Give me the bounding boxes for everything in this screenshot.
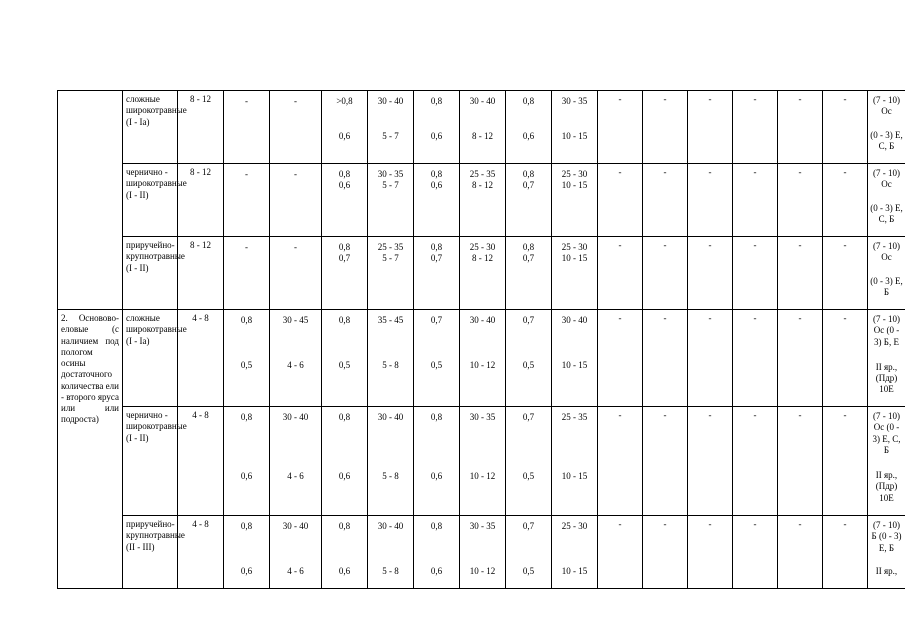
value-cell: 30 - 40 5 - 8 bbox=[368, 516, 414, 589]
forest-type-cell: приручейно-крупнотравные (I - II) bbox=[123, 237, 178, 310]
dash-cell: - bbox=[598, 237, 643, 310]
value-cell: 25 - 30 10 - 15 bbox=[552, 164, 598, 237]
dash-cell: - bbox=[823, 310, 868, 407]
dash-cell: - bbox=[733, 164, 778, 237]
value-cell: - bbox=[224, 164, 270, 237]
value-cell: 25 - 30 8 - 12 bbox=[460, 237, 506, 310]
table-row bbox=[58, 164, 905, 237]
value-cell: 0,7 0,5 bbox=[506, 516, 552, 589]
value-cell: 30 - 40 4 - 6 bbox=[270, 407, 322, 516]
composition-cell: (7 - 10) Ос (0 - 3) Е, С, Б bbox=[868, 91, 905, 164]
value-cell: 0,8 0,6 bbox=[414, 164, 460, 237]
dash-cell: - bbox=[643, 407, 688, 516]
table-row bbox=[58, 516, 905, 589]
value-cell: 0,7 0,5 bbox=[414, 310, 460, 407]
value-cell: 25 - 35 8 - 12 bbox=[460, 164, 506, 237]
value-cell: 0,8 0,6 bbox=[414, 91, 460, 164]
group-label-cell: 2. Основово-еловые (с наличием под пологом осины достаточного количества ели - второго яруса или или подроста) bbox=[58, 310, 123, 589]
value-cell: - bbox=[224, 91, 270, 164]
value-cell: 0,8 0,7 bbox=[506, 164, 552, 237]
value-cell: 0,8 0,6 bbox=[506, 91, 552, 164]
dash-cell: - bbox=[733, 407, 778, 516]
composition-cell: (7 - 10) Ос (0 - 3) Е, С, Б bbox=[868, 164, 905, 237]
table-row bbox=[58, 407, 905, 516]
value-cell: 0,8 0,6 bbox=[414, 407, 460, 516]
dash-cell: - bbox=[733, 310, 778, 407]
value-cell: 0,8 0,7 bbox=[506, 237, 552, 310]
dash-cell: - bbox=[688, 164, 733, 237]
value-cell: 25 - 35 10 - 15 bbox=[552, 407, 598, 516]
composition-cell: (7 - 10) Ос (0 - 3) Е, С, Б II яр., (Пдр) 10Е bbox=[868, 407, 905, 516]
dash-cell: - bbox=[733, 91, 778, 164]
table-row bbox=[58, 91, 905, 164]
value-cell: 25 - 30 10 - 15 bbox=[552, 237, 598, 310]
value-cell: 25 - 35 5 - 7 bbox=[368, 237, 414, 310]
dash-cell: - bbox=[823, 164, 868, 237]
table-body bbox=[58, 91, 905, 589]
value-cell: 0,8 0,5 bbox=[224, 310, 270, 407]
value-cell: 30 - 35 5 - 7 bbox=[368, 164, 414, 237]
value-cell: - bbox=[270, 91, 322, 164]
dash-cell: - bbox=[733, 516, 778, 589]
dash-cell: - bbox=[598, 91, 643, 164]
age-cell: 4 - 8 bbox=[178, 407, 224, 516]
value-cell: 30 - 40 8 - 12 bbox=[460, 91, 506, 164]
dash-cell: - bbox=[598, 516, 643, 589]
dash-cell: - bbox=[823, 237, 868, 310]
dash-cell: - bbox=[598, 407, 643, 516]
table-row bbox=[58, 237, 905, 310]
value-cell: 30 - 35 10 - 12 bbox=[460, 516, 506, 589]
value-cell: 0,8 0,6 bbox=[224, 407, 270, 516]
value-cell: 30 - 40 5 - 8 bbox=[368, 407, 414, 516]
value-cell: 0,7 0,5 bbox=[506, 407, 552, 516]
value-cell: - bbox=[270, 237, 322, 310]
dash-cell: - bbox=[688, 516, 733, 589]
value-cell: 30 - 40 10 - 15 bbox=[552, 310, 598, 407]
dash-cell: - bbox=[643, 164, 688, 237]
value-cell: 30 - 45 4 - 6 bbox=[270, 310, 322, 407]
forest-type-cell: сложные широкотравные (I - Ia) bbox=[123, 91, 178, 164]
value-cell: 0,8 0,6 bbox=[414, 516, 460, 589]
dash-cell: - bbox=[778, 407, 823, 516]
dash-cell: - bbox=[823, 516, 868, 589]
value-cell: 0,8 0,6 bbox=[322, 164, 368, 237]
age-cell: 8 - 12 bbox=[178, 91, 224, 164]
value-cell: 0,8 0,7 bbox=[414, 237, 460, 310]
dash-cell: - bbox=[733, 237, 778, 310]
dash-cell: - bbox=[778, 91, 823, 164]
value-cell: 30 - 35 10 - 12 bbox=[460, 407, 506, 516]
value-cell: 0,8 0,6 bbox=[322, 407, 368, 516]
value-cell: 25 - 30 10 - 15 bbox=[552, 516, 598, 589]
value-cell: 0,8 0,6 bbox=[322, 516, 368, 589]
age-cell: 8 - 12 bbox=[178, 237, 224, 310]
forest-type-cell: приручейно-крупнотравные (II - III) bbox=[123, 516, 178, 589]
dash-cell: - bbox=[643, 516, 688, 589]
dash-cell: - bbox=[643, 237, 688, 310]
dash-cell: - bbox=[778, 516, 823, 589]
dash-cell: - bbox=[823, 91, 868, 164]
forest-type-cell: сложные широкотравные (I - Ia) bbox=[123, 310, 178, 407]
dash-cell: - bbox=[598, 164, 643, 237]
forest-table bbox=[57, 90, 905, 589]
age-cell: 8 - 12 bbox=[178, 164, 224, 237]
value-cell: >0,8 0,6 bbox=[322, 91, 368, 164]
dash-cell: - bbox=[688, 310, 733, 407]
group-cell-empty bbox=[58, 91, 123, 310]
dash-cell: - bbox=[643, 310, 688, 407]
value-cell: - bbox=[224, 237, 270, 310]
dash-cell: - bbox=[778, 164, 823, 237]
forest-type-cell: чернично - широкотравные (I - II) bbox=[123, 407, 178, 516]
value-cell: 30 - 35 10 - 15 bbox=[552, 91, 598, 164]
age-cell: 4 - 8 bbox=[178, 516, 224, 589]
table-row bbox=[58, 310, 905, 407]
value-cell: 0,8 0,7 bbox=[322, 237, 368, 310]
dash-cell: - bbox=[688, 407, 733, 516]
dash-cell: - bbox=[688, 91, 733, 164]
dash-cell: - bbox=[778, 310, 823, 407]
value-cell: 30 - 40 4 - 6 bbox=[270, 516, 322, 589]
composition-cell: (7 - 10) Ос (0 - 3) Б, Е II яр., (Пдр) 10Е bbox=[868, 310, 905, 407]
dash-cell: - bbox=[643, 91, 688, 164]
forest-type-cell: чернично - широкотравные (I - II) bbox=[123, 164, 178, 237]
value-cell: 35 - 45 5 - 8 bbox=[368, 310, 414, 407]
value-cell: 0,8 0,5 bbox=[322, 310, 368, 407]
composition-cell: (7 - 10) Б (0 - 3) Е, Б II яр., bbox=[868, 516, 905, 589]
age-cell: 4 - 8 bbox=[178, 310, 224, 407]
value-cell: 30 - 40 5 - 7 bbox=[368, 91, 414, 164]
dash-cell: - bbox=[688, 237, 733, 310]
dash-cell: - bbox=[778, 237, 823, 310]
value-cell: 30 - 40 10 - 12 bbox=[460, 310, 506, 407]
value-cell: 0,7 0,5 bbox=[506, 310, 552, 407]
dash-cell: - bbox=[598, 310, 643, 407]
composition-cell: (7 - 10) Ос (0 - 3) Е, Б bbox=[868, 237, 905, 310]
value-cell: 0,8 0,6 bbox=[224, 516, 270, 589]
dash-cell: - bbox=[823, 407, 868, 516]
value-cell: - bbox=[270, 164, 322, 237]
